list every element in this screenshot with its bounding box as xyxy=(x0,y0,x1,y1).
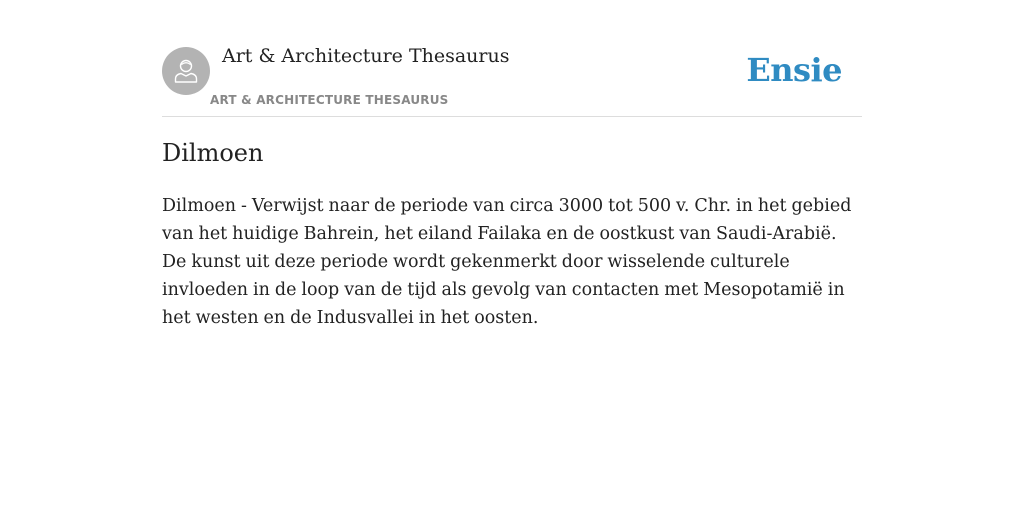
author-subtitle[interactable]: ART & ARCHITECTURE THESAURUS xyxy=(210,93,449,107)
page-title: Dilmoen xyxy=(162,139,264,167)
ensie-logo[interactable]: Ensie xyxy=(746,51,842,89)
avatar[interactable] xyxy=(162,47,210,95)
user-icon xyxy=(171,56,201,86)
header xyxy=(162,0,862,117)
article-body: Dilmoen - Verwijst naar de periode van circa 3000 tot 500 v. Chr. in het gebied van het huidige Bahrein, het eiland Failaka en de oostkust van Saudi-Arabië. De kunst uit deze periode wordt gekenmerkt door wisselende culturele invloeden in de loop van de tijd als gevolg van contacten met Mesopotamië in het westen en de Indusvallei in het oosten. xyxy=(162,196,852,328)
author-name[interactable]: Art & Architecture Thesaurus xyxy=(222,45,510,67)
